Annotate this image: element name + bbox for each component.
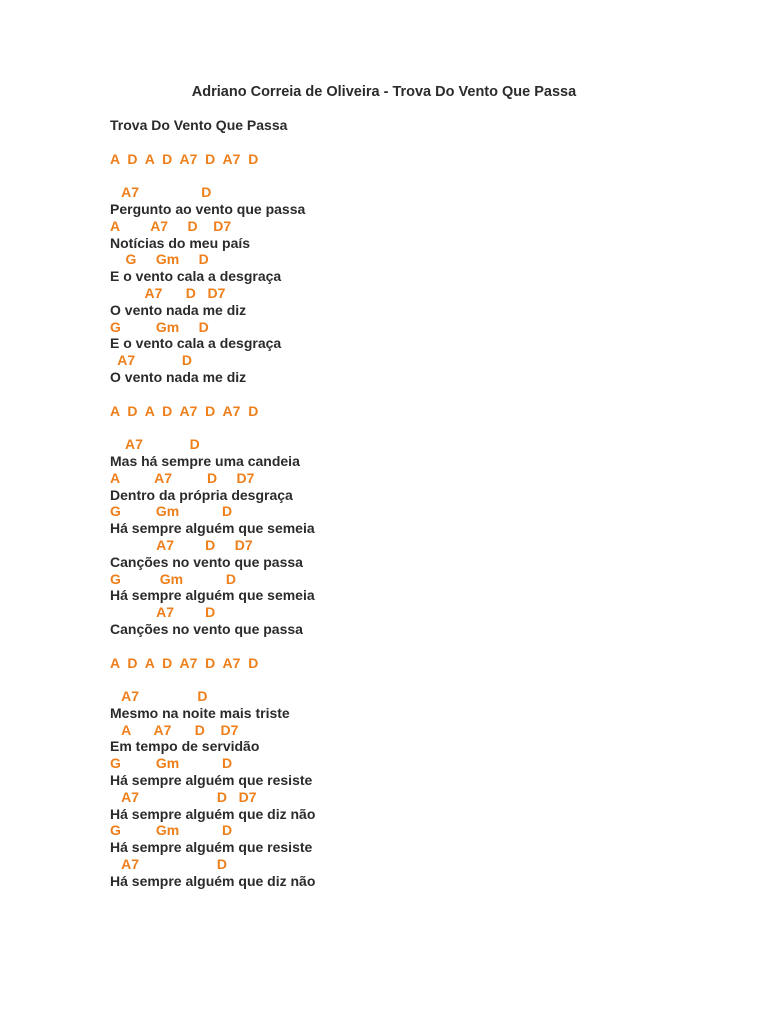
blank-line [110, 167, 670, 184]
blank-line [110, 638, 670, 655]
lyric-line: O vento nada me diz [110, 301, 247, 318]
song-title: Trova Do Vento Que Passa [110, 117, 288, 133]
song-body [110, 117, 670, 890]
blank-line [110, 386, 670, 403]
chord-line: A A7 D D7 [110, 217, 232, 234]
chord-line: G Gm D [110, 503, 233, 520]
lyric-line: O vento nada me diz [110, 368, 247, 385]
chord-line: A7 D [110, 604, 216, 621]
lyric-line: Mas há sempre uma candeia [110, 452, 300, 469]
lyric-line: Há sempre alguém que resiste [110, 839, 313, 856]
chord-line: A7 D D7 [110, 788, 257, 805]
chord-line: A D A D A7 D A7 D [110, 654, 259, 671]
chord-line: A A7 D D7 [110, 721, 239, 738]
lyric-line: Notícias do meu país [110, 234, 251, 251]
lyric-line: Há sempre alguém que diz não [110, 872, 316, 889]
lyric-line: Pergunto ao vento que passa [110, 200, 306, 217]
chord-line: A7 D D7 [110, 284, 226, 301]
chord-line: A7 D [110, 688, 208, 705]
chord-line: G Gm D [110, 755, 233, 772]
chord-line: A D A D A7 D A7 D [110, 150, 259, 167]
lyric-line: Mesmo na noite mais triste [110, 704, 290, 721]
chord-line: A A7 D D7 [110, 469, 255, 486]
lyric-line: Há sempre alguém que semeia [110, 520, 315, 537]
lyric-line: Canções no vento que passa [110, 553, 303, 570]
chord-line: A7 D [110, 436, 200, 453]
lyric-line: Em tempo de servidão [110, 738, 260, 755]
lyric-line: Há sempre alguém que semeia [110, 587, 315, 604]
lyric-line: Canções no vento que passa [110, 620, 303, 637]
lyric-line: Dentro da própria desgraça [110, 486, 293, 503]
blank-line [110, 419, 670, 436]
lyric-line: Há sempre alguém que diz não [110, 805, 316, 822]
chord-line: G Gm D [110, 822, 233, 839]
chord-line: A7 D [110, 184, 212, 201]
blank-line [110, 671, 670, 688]
chord-line: G Gm D [110, 318, 209, 335]
chord-line: A7 D D7 [110, 536, 253, 553]
lyric-line: E o vento cala a desgraça [110, 268, 282, 285]
chord-line: A D A D A7 D A7 D [110, 402, 259, 419]
chord-line: A7 D [110, 856, 227, 873]
lyric-line: E o vento cala a desgraça [110, 335, 282, 352]
page-title: Adriano Correia de Oliveira - Trova Do Vento Que Passa [191, 84, 577, 100]
blank-line [110, 134, 670, 151]
chord-line: G Gm D [110, 570, 237, 587]
lyric-line: Há sempre alguém que resiste [110, 772, 313, 789]
chord-line: A7 D [110, 352, 192, 369]
chord-line: G Gm D [110, 251, 209, 268]
